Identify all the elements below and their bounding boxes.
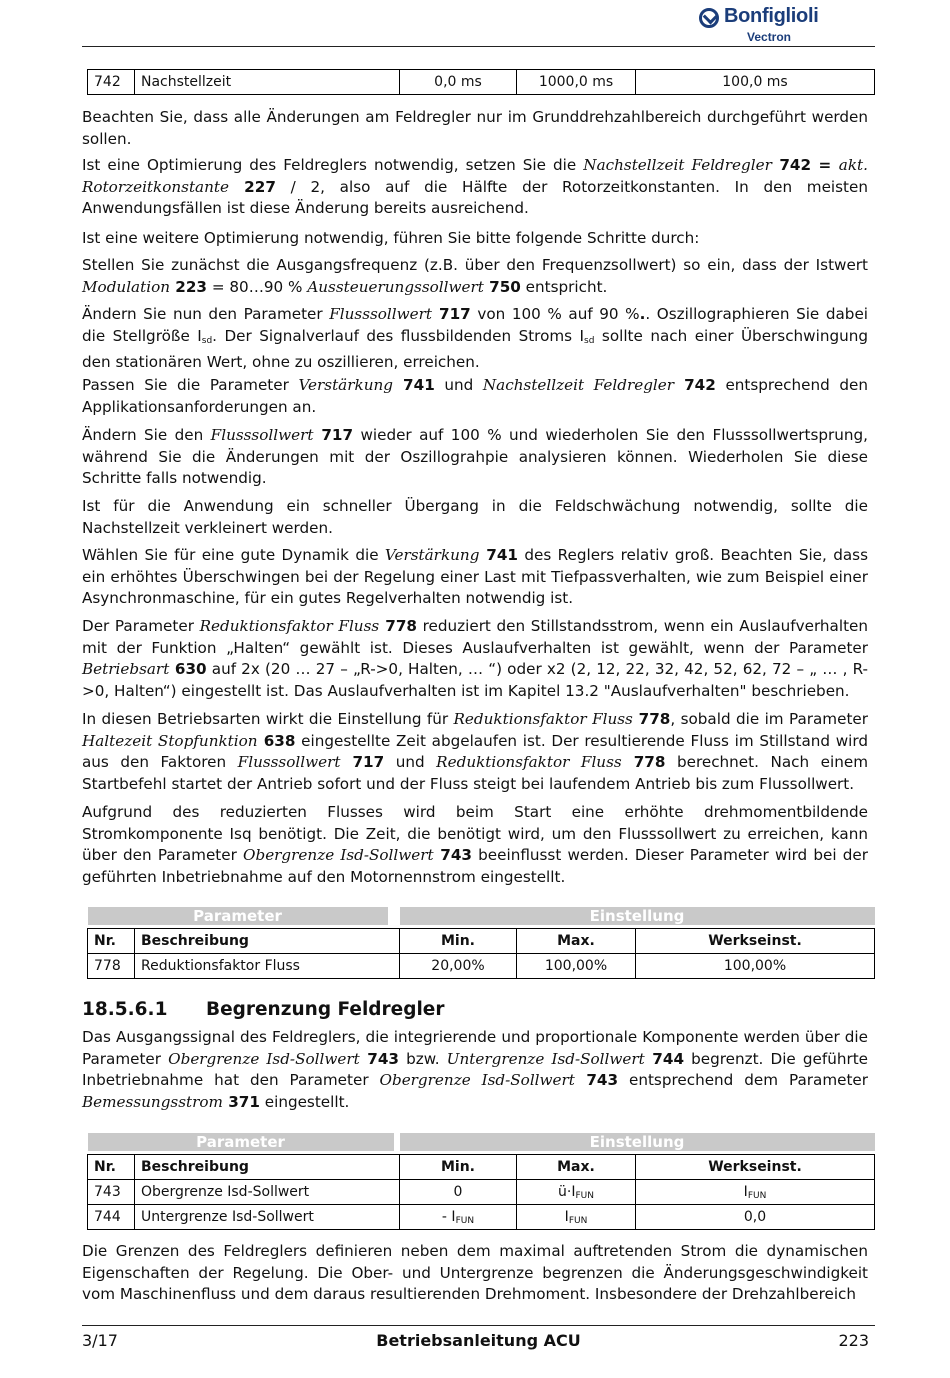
col-min: Min. — [400, 929, 517, 954]
table-group-header — [88, 904, 875, 929]
paragraph: Ändern Sie den Flusssollwert 717 wieder auf 100 % und wiederholen Sie den Flusssollwertsprung, während Sie die Änderungen mit der Oszillograhpie analysieren können. Wiederholen Sie diese Schritte falls notwendig. — [82, 426, 868, 488]
cell-nr: 743 — [88, 1180, 135, 1205]
cell-max: 1000,0 ms — [517, 70, 636, 95]
table-row — [88, 1205, 875, 1230]
paragraph: In diesen Betriebsarten wirkt die Einstellung für Reduktionsfaktor Fluss 778, sobald die im Parameter Haltezeit Stopfunktion 638 eingestellte Zeit abgelaufen ist. Der resultierende Fluss im Stillstand wird aus den Faktoren Flusssollwert 717 und Reduktionsfaktor Fluss 778 berechnet. Nach einem Startbefehl startet der Antrieb sofort und der Fluss steigt bei laufendem Antrieb bis zum Flussollwert. — [82, 710, 869, 794]
table-row — [88, 70, 875, 95]
col-nr: Nr. — [88, 929, 135, 954]
table-row — [88, 1180, 875, 1205]
group-header-parameter: Parameter — [88, 907, 388, 925]
paragraph: Die Grenzen des Feldreglers definieren neben dem maximal auftretenden Strom die dynamischen Eigenschaften der Regelung. Die Ober- und Untergrenze begrenzen die Änderungsgeschwindigkeit vom Maschinenfluss und dem daraus resultierenden Drehmoment. Insbesondere der Drehzahlbereich — [82, 1242, 868, 1304]
footer-chapter: 3/17 — [82, 1331, 118, 1350]
parameter-table-top — [87, 69, 875, 95]
paragraph: Ist eine weitere Optimierung notwendig, führen Sie bitte folgende Schritte durch: — [82, 229, 700, 247]
cell-min: 20,00% — [400, 954, 517, 979]
paragraph: Ist eine Optimierung des Feldreglers notwendig, setzen Sie die Nachstellzeit Feldregler 742 = akt. Rotorzeitkonstante 227 / 2, also auf die Hälfte der Rotorzeitkonstanten. In den meisten Anwendungsfällen ist diese Änderung bereits ausreichend. — [82, 156, 868, 218]
paragraph: Stellen Sie zunächst die Ausgangsfrequenz (z.B. über den Frequenzsollwert) so ein, dass der Istwert Modulation 223 = 80…90 % Aussteuerungssollwert 750 entspricht. — [82, 256, 868, 296]
cell-desc: Obergrenze Isd-Sollwert — [135, 1180, 400, 1205]
page-footer — [82, 1325, 875, 1356]
col-desc: Beschreibung — [135, 1155, 400, 1180]
table-row — [88, 954, 875, 979]
paragraph: Aufgrund des reduzierten Flusses wird beim Start eine erhöhte drehmomentbildende Stromkomponente Isq benötigt. Die Zeit, die benötigt wird, um den Flusssollwert zu erreichen, kann über den Parameter Obergrenze Isd-Sollwert 743 beeinflusst werden. Dieser Parameter wird bei der geführten Inbetriebnahme auf den Motornennstrom eingestellt. — [82, 803, 868, 887]
cell-desc: Reduktionsfaktor Fluss — [135, 954, 400, 979]
parameter-table-743-744 — [87, 1130, 875, 1230]
paragraph: Das Ausgangssignal des Feldreglers, die integrierende und proportionale Komponente werden über die Parameter Obergrenze Isd-Sollwert 743 bzw. Untergrenze Isd-Sollwert 744 begrenzt. Die geführte Inbetriebnahme hat den Parameter Obergrenze Isd-Sollwert 743 entsprechend dem Parameter Bemessungsstrom 371 eingestellt. — [82, 1028, 868, 1112]
paragraph: Wählen Sie für eine gute Dynamik die Verstärkung 741 des Reglers relativ groß. Beachten Sie, dass ein erhöhtes Überschwingen bei der Regelung einer Last mit Tiefpassverhalten, wie zum Beispiel einer Asynchronmaschine, für ein gutes Regelverhalten notwendig ist. — [82, 546, 869, 608]
group-header-setting: Einstellung — [400, 907, 875, 925]
cell-default: 100,00% — [636, 954, 875, 979]
cell-nr: 744 — [88, 1205, 135, 1230]
col-nr: Nr. — [88, 1155, 135, 1180]
paragraph: Passen Sie die Parameter Verstärkung 741 und Nachstellzeit Feldregler 742 entsprechend den Applikationsanforderungen an. — [82, 376, 868, 416]
footer-page-number: 223 — [838, 1331, 869, 1350]
cell-max: $ü\cdot I_{FUN}$ — [517, 1180, 636, 1205]
paragraph: Ändern Sie nun den Parameter Flusssollwert 717 von 100 % auf 90 %.. Oszillographieren Sie dabei die Stellgröße $I_{sd}$. Der Signalverlauf des flussbildenden Stroms $I_{sd}$ sollte nach einer Überschwingung den stationären Wert, ohne zu oszillieren, erreichen. — [82, 305, 869, 372]
section-heading: 18.5.6.1 Begrenzung Feldregler — [82, 999, 445, 1020]
paragraph: Ist für die Anwendung ein schneller Übergang in die Feldschwächung notwendig, sollte die Nachstellzeit verkleinert werden. — [82, 497, 868, 537]
col-default: Werkseinst. — [636, 1155, 875, 1180]
col-max: Max. — [517, 929, 636, 954]
col-min: Min. — [400, 1155, 517, 1180]
cell-min: 0,0 ms — [400, 70, 517, 95]
cell-nr: 778 — [88, 954, 135, 979]
cell-nr: 742 — [88, 70, 135, 95]
page-header — [82, 0, 875, 47]
bonfiglioli-logo — [699, 6, 869, 44]
cell-max: $I_{FUN}$ — [517, 1205, 636, 1230]
group-header-parameter: Parameter — [88, 1133, 394, 1151]
cell-default: 100,0 ms — [636, 70, 875, 95]
cell-default: 0,0 — [636, 1205, 875, 1230]
col-default: Werkseinst. — [636, 929, 875, 954]
footer-title: Betriebsanleitung ACU — [376, 1331, 581, 1350]
table-group-header — [88, 1130, 875, 1155]
col-max: Max. — [517, 1155, 636, 1180]
cell-max: 100,00% — [517, 954, 636, 979]
group-header-setting: Einstellung — [400, 1133, 875, 1151]
cell-desc: Untergrenze Isd-Sollwert — [135, 1205, 400, 1230]
table-header-row — [88, 929, 875, 954]
cell-desc: Nachstellzeit — [135, 70, 400, 95]
brand-subname: Vectron — [747, 30, 792, 44]
parameter-table-778 — [87, 904, 875, 979]
cell-min: 0 — [400, 1180, 517, 1205]
cell-min: - $I_{FUN}$ — [400, 1205, 517, 1230]
col-desc: Beschreibung — [135, 929, 400, 954]
table-header-row — [88, 1155, 875, 1180]
paragraph: Der Parameter Reduktionsfaktor Fluss 778 reduziert den Stillstandsstrom, wenn ein Auslaufverhalten mit der Funktion „Halten“ gewählt ist. Dieses Auslaufverhalten ist gewählt, wenn der Parameter Betriebsart 630 auf 2x (20 … 27 – „R->0, Halten, … “) oder x2 (2, 12, 22, 32, 42, 52, 62, 72 – „ … , R->0, Halten“) eingestellt ist. Das Auslaufverhalten ist im Kapitel 13.2 "Auslaufverhalten" beschrieben. — [82, 617, 869, 701]
cell-default: $I_{FUN}$ — [636, 1180, 875, 1205]
brand-name: Bonfiglioli — [724, 5, 819, 27]
bonfiglioli-logo-icon — [699, 8, 719, 28]
paragraph: Beachten Sie, dass alle Änderungen am Feldregler nur im Grunddrehzahlbereich durchgeführt werden sollen. — [82, 108, 868, 148]
